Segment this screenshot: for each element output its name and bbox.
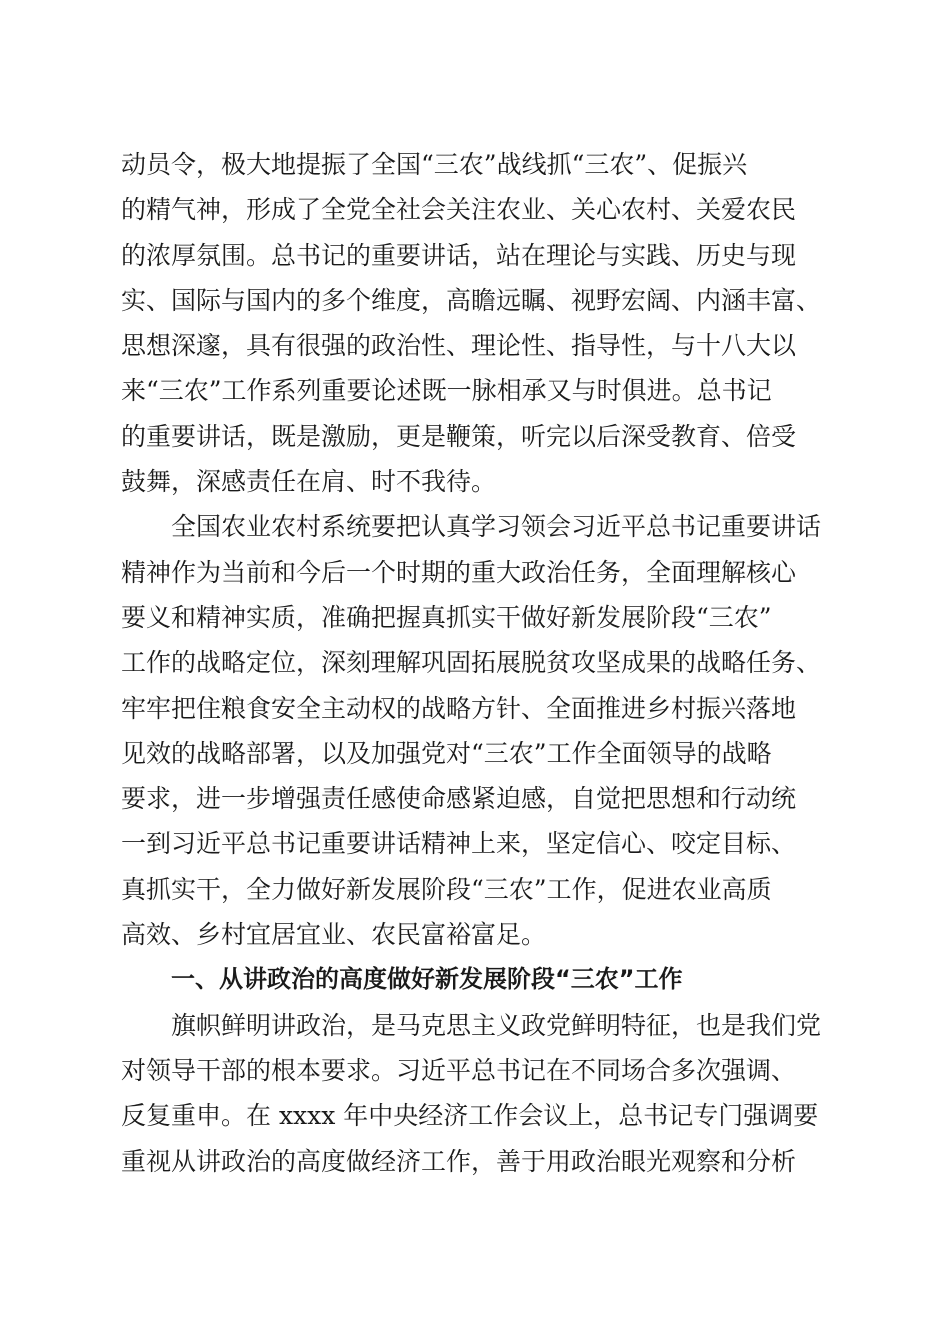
text-line: 精神作为当前和今后一个时期的重大政治任务，全面理解核心: [121, 557, 797, 587]
text-line: 要义和精神实质，准确把握真抓实干做好新发展阶段“三农”: [121, 602, 772, 632]
paragraph-2: [121, 504, 831, 957]
text-line: 鼓舞，深感责任在肩、时不我待。: [121, 467, 497, 497]
paragraph-1: [121, 142, 831, 504]
text-line: 实、国际与国内的多个维度，高瞻远瞩、视野宏阔、内涵丰富、: [121, 285, 822, 315]
text-line: 见效的战略部署，以及加强党对“三农”工作全面领导的战略: [121, 738, 772, 768]
text-line: 一到习近平总书记重要讲话精神上来，坚定信心、咬定目标、: [121, 829, 797, 859]
heading-text: 一、从讲政治的高度做好新发展阶段“三农”工作: [171, 965, 683, 994]
document-body: [121, 142, 831, 1184]
text-line: 旗帜鲜明讲政治，是马克思主义政党鲜明特征，也是我们党: [171, 1010, 822, 1040]
text-line: 反复重申。在 xxxx 年中央经济工作会议上，总书记专门强调要: [121, 1101, 819, 1131]
text-line: 的精气神，形成了全党全社会关注农业、关心农村、关爱农民: [121, 195, 797, 225]
text-line: 全国农业农村系统要把认真学习领会习近平总书记重要讲话: [171, 512, 822, 542]
section-heading: [121, 957, 831, 1002]
text-line: 对领导干部的根本要求。习近平总书记在不同场合多次强调、: [121, 1055, 797, 1085]
text-line: 要求，进一步增强责任感使命感紧迫感，自觉把思想和行动统: [121, 784, 797, 814]
text-line: 思想深邃，具有很强的政治性、理论性、指导性，与十八大以: [121, 331, 797, 361]
text-line: 牢牢把住粮食安全主动权的战略方针、全面推进乡村振兴落地: [121, 693, 797, 723]
text-line: 的重要讲话，既是激励，更是鞭策，听完以后深受教育、倍受: [121, 421, 797, 451]
text-line: 的浓厚氛围。总书记的重要讲话，站在理论与实践、历史与现: [121, 240, 797, 270]
text-line: 真抓实干，全力做好新发展阶段“三农”工作，促进农业高质: [121, 874, 772, 904]
text-line: 工作的战略定位，深刻理解巩固拓展脱贫攻坚成果的战略任务、: [121, 648, 822, 678]
text-line: 动员令，极大地提振了全国“三农”战线抓“三农”、促振兴: [121, 150, 748, 179]
text-line: 来“三农”工作系列重要论述既一脉相承又与时俱进。总书记: [121, 376, 772, 406]
text-line: 高效、乡村宜居宜业、农民富裕富足。: [121, 920, 547, 950]
text-line: 重视从讲政治的高度做经济工作，善于用政治眼光观察和分析: [121, 1146, 797, 1176]
paragraph-3: [121, 1003, 831, 1184]
